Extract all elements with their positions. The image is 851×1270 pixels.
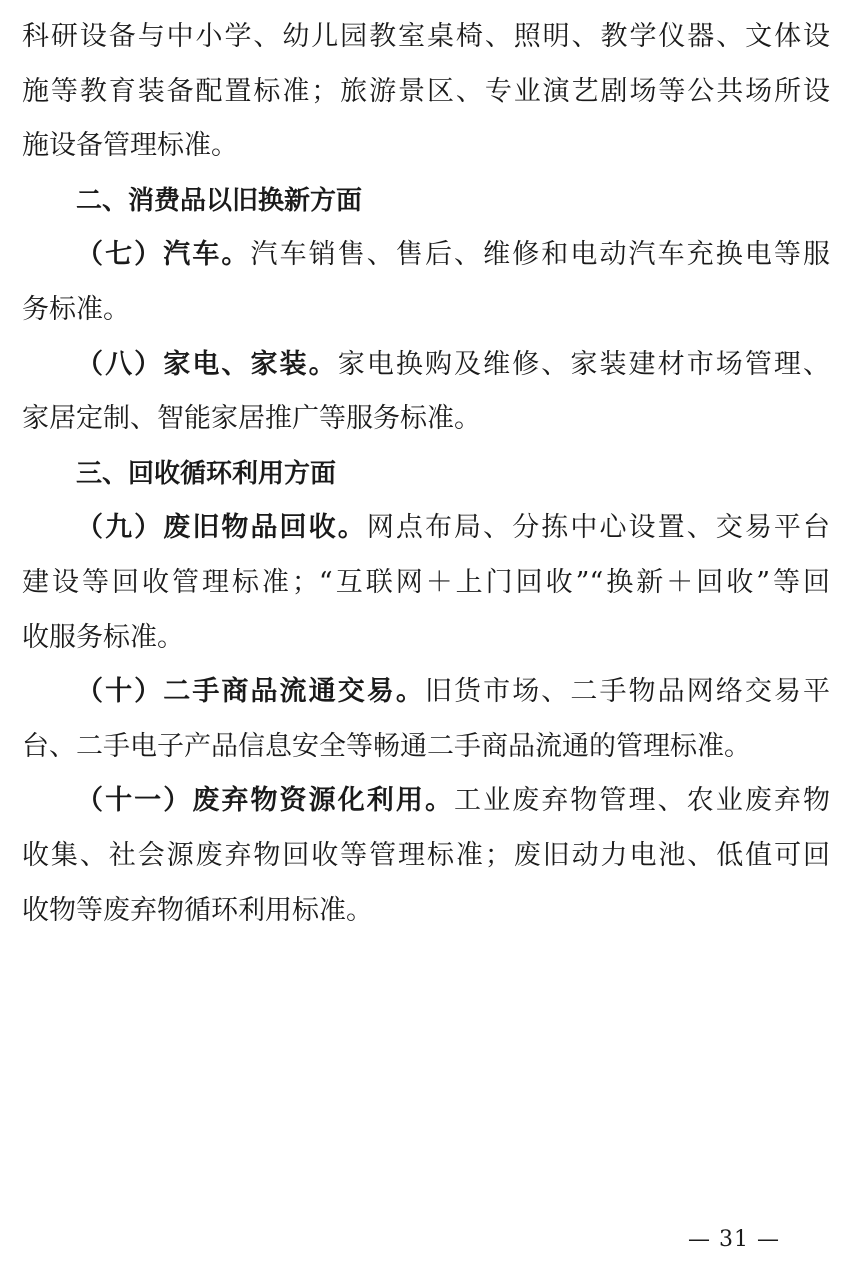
item-9-lead: （九）废旧物品回收。 [76, 512, 367, 544]
page-number: — 31 — [688, 1227, 780, 1252]
body-line: 施等教育装备配置标准；旅游景区、专业演艺剧场等公共场所设 [22, 75, 830, 107]
section-heading-consumer-goods: 二、消费品以旧换新方面 [76, 185, 363, 216]
item-7-lead: （七）汽车。 [76, 239, 251, 271]
body-line: 科研设备与中小学、幼儿园教室桌椅、照明、教学仪器、文体设 [22, 21, 830, 52]
item-11-line [22, 774, 830, 829]
item-10-lead: （十）二手商品流通交易。 [76, 676, 425, 708]
section-heading-recycling: 三、回收循环利用方面 [76, 458, 337, 489]
body-line: 施设备管理标准。 [22, 130, 238, 162]
item-8-text: 家电换购及维修、家装建材市场管理、 [337, 348, 830, 380]
item-9-line [22, 501, 830, 556]
body-line: 台、二手电子产品信息安全等畅通二手商品流通的管理标准。 [22, 730, 751, 762]
item-8-lead: （八）家电、家装。 [76, 348, 338, 380]
body-line: 家居定制、智能家居推广等服务标准。 [22, 403, 481, 435]
item-10-line [22, 665, 830, 720]
body-line: 收集、社会源废弃物回收等管理标准；废旧动力电池、低值可回 [22, 839, 830, 871]
item-7-line [22, 228, 830, 283]
body-line: 收服务标准。 [22, 621, 184, 653]
body-line: 收物等废弃物循环利用标准。 [22, 894, 373, 926]
body-line: 建设等回收管理标准；“互联网＋上门回收”“换新＋回收”等回 [22, 566, 830, 598]
item-9-text: 网点布局、分拣中心设置、交易平台 [366, 512, 830, 544]
item-10-text: 旧货市场、二手物品网络交易平 [424, 676, 830, 708]
item-8-line [22, 338, 830, 393]
document-page [22, 10, 830, 938]
body-line: 务标准。 [22, 293, 130, 325]
item-7-text: 汽车销售、售后、维修和电动汽车充换电等服 [250, 239, 830, 271]
item-11-lead: （十一）废弃物资源化利用。 [76, 785, 455, 817]
item-11-text: 工业废弃物管理、农业废弃物 [454, 785, 830, 817]
